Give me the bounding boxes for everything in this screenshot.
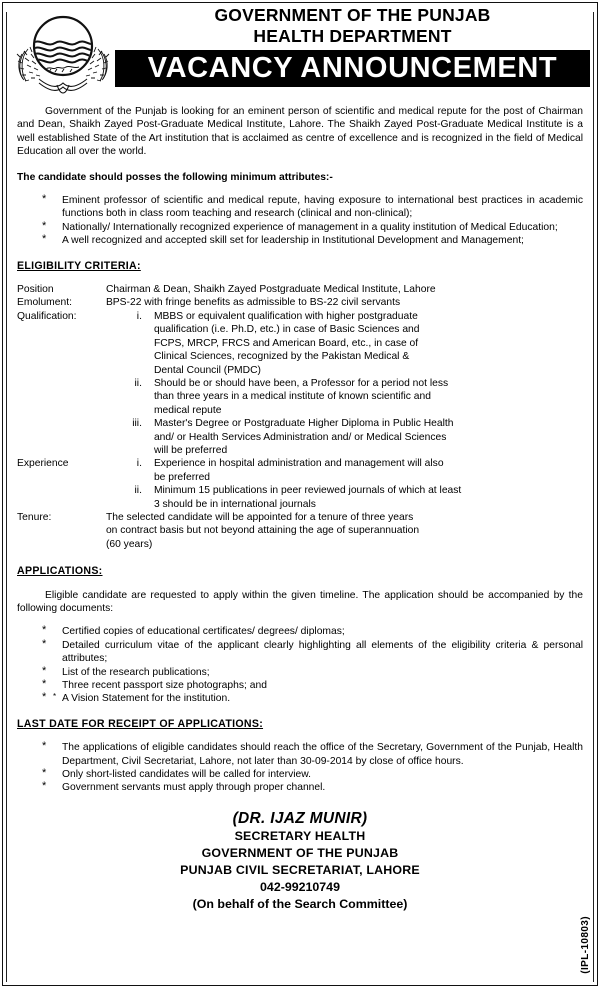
row-label: Tenure: [17,511,52,523]
roman-line: medical repute [153,404,222,416]
punjab-government-emblem-icon [13,7,113,99]
list-item-text: Detailed curriculum vitae of the applicant clearly highlighting all elements of the eligibility criteria & personal attributes; [62,639,583,665]
signatory-government: GOVERNMENT OF THE PUNJAB [201,845,399,860]
list-item [17,692,583,705]
row-value [106,511,583,551]
document-body [10,97,590,913]
page-border-inner-left [6,12,7,982]
list-item [17,639,583,666]
list-item [17,234,583,247]
application-documents-list [17,625,583,705]
roman-line: Dental Council (PMDC) [153,364,261,376]
row-line: (60 years) [105,538,153,550]
roman-line: Minimum 15 publications in peer reviewed journals of which at least [153,485,462,497]
list-item [17,194,583,221]
attributes-lead: The candidate should posses the following minimum attributes:- [17,171,333,183]
last-date-heading: LAST DATE FOR RECEIPT OF APPLICATIONS: [17,717,264,730]
roman-line: be preferred [153,471,211,483]
asterisk-bullet-icon: * [42,767,47,780]
asterisk-bullet-icon: * [42,678,47,691]
roman-line: 3 should be in international journals [153,498,316,510]
list-item-text: Nationally/ Internationally recognized experience of management in a quality institution of Medical Education; [62,221,558,233]
applications-heading: APPLICATIONS: [17,565,103,578]
row-value [106,296,583,309]
table-row [17,511,583,551]
table-row [17,296,583,309]
asterisk-bullet-icon: * [42,193,47,206]
roman-line: qualification (i.e. Ph.D, etc.) in case of Basic Sciences and [153,324,420,336]
roman-line: than three years in a medical institute of known scientific and [153,391,431,403]
attributes-list [17,194,583,248]
row-label: Emolument: [17,297,72,309]
roman-line: and/ or Health Services Administration and/ or Medical Sciences [153,431,447,443]
signatory-address: PUNJAB CIVIL SECRETARIAT, LAHORE [180,862,420,877]
eligibility-criteria-table [17,283,583,551]
roman-line: Clinical Sciences, recognized by the Pakistan Medical & [153,351,410,363]
list-item-text: A Vision Statement for the institution. [62,693,231,705]
vacancy-announcement-banner: VACANCY ANNOUNCEMENT [115,50,590,87]
government-title: GOVERNMENT OF THE PUNJAB [214,5,491,25]
roman-line: Master's Degree or Postgraduate Higher Diploma in Public Health [153,418,454,430]
signatory-name: (DR. IJAZ MUNIR) [232,809,368,827]
document-content [10,5,590,980]
roman-numeral: ii. [134,377,142,389]
list-item [17,666,583,679]
asterisk-bullet-icon: * [42,664,47,677]
row-label: Position [17,284,54,296]
list-item-text: List of the research publications; [62,666,210,678]
asterisk-bullet-icon: * [42,740,47,753]
row-label: Experience [17,458,69,470]
roman-line: Should be or should have been, a Professor for a period not less [153,377,449,389]
list-item [17,741,583,768]
signatory-committee: (On behalf of the Search Committee) [192,896,408,911]
asterisk-bullet-icon: * [42,219,47,232]
asterisk-bullet-icon: * [42,624,47,637]
asterisk-bullet-icon: * [42,637,47,650]
roman-numeral: iii. [132,418,142,430]
roman-line: MBBS or equivalent qualification with higher postgraduate [153,310,418,322]
list-item-text: The applications of eligible candidates should reach the office of the Secretary, Government of the Punjab, Health Department, Civil Secretariat, Lahore, not later than 30-09-2014 by close of office hours. [62,742,583,767]
list-item-text: A well recognized and accepted skill set for leadership in Institutional Development and Management; [62,235,524,247]
asterisk-bullet-artifact-icon: * [53,692,57,702]
row-line: The selected candidate will be appointed for a tenure of three years [105,511,414,523]
roman-numeral: i. [136,310,142,322]
list-item [17,781,583,794]
table-row [17,457,583,511]
roman-line: FCPS, MRCP, FRCS and American Board, etc., in case of [153,337,419,349]
list-item [17,221,583,234]
roman-item [106,417,583,457]
row-value [106,310,583,457]
list-item-text: Certified copies of educational certificates/ degrees/ diplomas; [62,626,345,638]
row-value [106,283,583,296]
roman-item [106,484,583,511]
list-item [17,625,583,638]
roman-item [106,457,583,484]
roman-item [106,377,583,417]
list-item-text: Three recent passport size photographs; and [62,680,267,692]
table-row [17,310,583,457]
row-line: BPS-22 with fringe benefits as admissible to BS-22 civil servants [105,297,401,309]
roman-numeral: ii. [134,485,142,497]
applications-paragraph: Eligible candidate are requested to apply within the given timeline. The application should be accompanied by the following documents: [17,589,583,614]
table-row [17,283,583,296]
list-item-text: Only short-listed candidates will be called for interview. [62,769,311,781]
roman-item [106,310,583,377]
signature-block [17,809,583,913]
signatory-title: SECRETARY HEALTH [234,828,366,843]
eligibility-criteria-heading: ELIGIBILITY CRITERIA: [17,259,141,272]
document-header [10,5,590,97]
asterisk-bullet-icon: * [42,233,47,246]
list-item [17,679,583,692]
reference-code: (IPL-10803) [580,916,591,974]
last-date-list [17,741,583,795]
intro-paragraph: Government of the Punjab is looking for an eminent person of scientific and medical repute for the post of Chairman and Dean, Shaikh Zayed Post-Graduate Medical Institute, Lahore. The Shaikh Zayed Post-Graduate Medical Institute is a well established State of the Art institution that is acclaimed as centre of excellence and is recognized in the field of Medical Education all over the world. [17,106,583,158]
row-value [106,457,583,511]
signatory-phone: 042-99210749 [260,879,340,894]
asterisk-bullet-icon: * [42,691,47,704]
roman-numeral: i. [136,458,142,470]
row-label: Qualification: [17,310,77,322]
roman-line: Experience in hospital administration and management will also [153,458,444,470]
asterisk-bullet-icon: * [42,780,47,793]
row-line: on contract basis but not beyond attaining the age of superannuation [105,525,420,537]
roman-line: will be preferred [153,444,228,456]
list-item [17,768,583,781]
row-line: Chairman & Dean, Shaikh Zayed Postgraduate Medical Institute, Lahore [105,284,436,296]
page-border-inner-right [593,12,594,982]
list-item-text: Government servants must apply through proper channel. [62,782,326,794]
department-title: HEALTH DEPARTMENT [253,26,452,46]
header-title-block [115,5,590,87]
list-item-text: Eminent professor of scientific and medical repute, having exposure to international best practices in academic functions both in class room teaching and research (clinical and non-clinical); [62,195,583,220]
